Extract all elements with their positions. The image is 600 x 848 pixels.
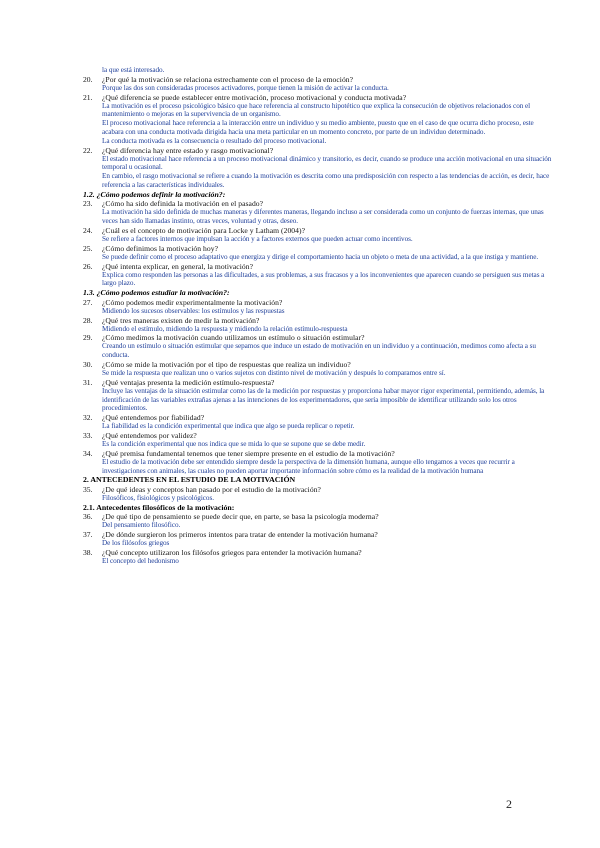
answer-text: El estudio de la motivación debe ser entendido siempre desde la perspectiva de la dimensión humana, aunque ello tengamos a veces que recurrir a investigaciones con animales, las cuales no pueden aportar importante información sobre cómo es la realidad de la motivación humana — [102, 457, 515, 475]
question-text: ¿Qué entendemos por fiabilidad? — [102, 413, 205, 423]
question-text: ¿Qué concepto utilizaron los filósofos griegos para entender la motivación humana? — [102, 547, 362, 557]
question-number: 37. — [83, 530, 93, 540]
answer-text: Porque las dos son consideradas procesos activadores, porque tienen la misión de activar la conducta. — [102, 83, 389, 92]
section-heading: 1.2. ¿Cómo podemos definir la motivación?: — [83, 189, 226, 199]
question-text: ¿De qué tipo de pensamiento se puede decir que, en parte, se basa la psicología moderna? — [102, 512, 379, 522]
question-text: ¿Cómo medimos la motivación cuando utilizamos un estímulo o situación estimular? — [102, 333, 365, 343]
question-text: ¿Cómo podemos medir experimentalmente la motivación? — [102, 297, 283, 307]
question-number: 27. — [83, 297, 93, 307]
question-number: 34. — [83, 448, 93, 458]
qa-item — [83, 75, 553, 93]
qa-item — [83, 548, 553, 566]
question-number: 21. — [83, 92, 93, 102]
page-number: 2 — [506, 797, 512, 811]
question-number: 24. — [83, 225, 93, 235]
qa-item — [83, 146, 553, 190]
question-text: ¿Por qué la motivación se relaciona estrechamente con el proceso de la emoción? — [102, 74, 354, 84]
question-number: 33. — [83, 430, 93, 440]
question-number: 26. — [83, 261, 93, 271]
question-number: 36. — [83, 512, 93, 522]
qa-item — [83, 413, 553, 431]
qa-item — [83, 93, 553, 146]
qa-item — [83, 298, 553, 316]
question-number: 30. — [83, 359, 93, 369]
answer-text: Midiendo los sucesos observables: los estímulos y las respuestas — [102, 306, 285, 315]
section-heading: 2.1. Antecedentes filosóficos de la motivación: — [83, 502, 235, 512]
qa-item — [83, 199, 553, 226]
question-text: ¿Qué entendemos por validez? — [102, 430, 197, 440]
question-number: 22. — [83, 145, 93, 155]
qa-item — [83, 333, 553, 360]
section-heading: 2. ANTECEDENTES EN EL ESTUDIO DE LA MOTIVACIÓN — [83, 475, 296, 485]
question-text: ¿De dónde surgieron los primeros intentos para tratar de entender la motivación humana? — [102, 530, 378, 540]
question-number: 29. — [83, 333, 93, 343]
question-number: 25. — [83, 243, 93, 253]
answer-text: Se mide la respuesta que realizan uno o varios sujetos con distinto nivel de motivación y después lo comparamos entre sí. — [102, 368, 446, 377]
answer-text: Midiendo el estímulo, midiendo la respuesta y midiendo la relación estímulo-respuesta — [102, 324, 348, 333]
answer-text: La motivación ha sido definida de muchas maneras y diferentes maneras, llegando incluso a ser considerada como un conjunto de fuerzas internas, que unas veces han sido llamadas instinto, otras veces, voluntad y otras, deseo. — [102, 208, 544, 226]
qa-item — [83, 378, 553, 413]
answer-text: El estado motivacional hace referencia a un proceso motivacional dinámico y transitorio, es decir, cuando se produce una acción motivacional en una situación temporal u ocasional. — [102, 154, 552, 172]
answer-text: El proceso motivacional hace referencia a la interacción entre un individuo y su medio ambiente, puesto que en el caso de que ocurra dicho proceso, este acabara con una conducta motivada dirigida hacia una meta particular en un momento concreto, por parte de un individuo determinado. — [102, 119, 534, 136]
answer-text: La motivación es el proceso psicológico básico que hace referencia al constructo hipotético que explica la consecución de objetivos relacionados con el mantenimiento o mejoras en la supervivencia de un organismo. — [102, 101, 531, 119]
question-number: 35. — [83, 484, 93, 494]
answer-text: Se puede definir como el proceso adaptativo que energiza y dirige el comportamiento hacia un objeto o meta de una actividad, a la que instiga y mantiene. — [102, 252, 539, 261]
qa-item — [83, 512, 553, 530]
qa-item — [83, 244, 553, 262]
question-number: 32. — [83, 413, 93, 423]
answer-text: Se refiere a factores internos que impulsan la acción y a factores externos que pueden actuar como incentivos. — [102, 234, 413, 243]
qa-item — [83, 449, 553, 476]
document-content — [83, 66, 553, 566]
answer-text: Creando un estímulo o situación estimular que sepamos que induce un estado de motivación en un individuo y a continuación, medimos como afecta a su conducta. — [102, 342, 536, 360]
qa-item — [83, 316, 553, 334]
question-text: ¿Cómo definimos la motivación hoy? — [102, 243, 219, 253]
question-number: 31. — [83, 377, 93, 387]
answer-text: Explica como responden las personas a las dificultades, a sus problemas, a sus fracasos y a los inconvenientes que aparecen cuando se persiguen sus metas a largo plazo. — [102, 270, 545, 288]
qa-item — [83, 530, 553, 548]
question-text: ¿Qué diferencia se puede establecer entre motivación, proceso motivacional y conducta motivada? — [102, 92, 407, 102]
qa-item — [83, 431, 553, 449]
qa-item — [83, 360, 553, 378]
question-number: 23. — [83, 199, 93, 209]
qa-item — [83, 226, 553, 244]
section-heading: 1.3. ¿Cómo podemos estudiar la motivación?: — [83, 288, 230, 298]
qa-item — [83, 262, 553, 289]
question-text: ¿De qué ideas y conceptos han pasado por el estudio de la motivación? — [102, 484, 321, 494]
question-text: ¿Cómo ha sido definida la motivación en el pasado? — [102, 199, 264, 209]
qa-item — [83, 485, 553, 503]
question-text: ¿Qué premisa fundamental tenemos que tener siempre presente en el estudio de la motivación? — [102, 448, 395, 458]
answer-text: El concepto del hedonismo — [102, 556, 179, 565]
question-text: ¿Cómo se mide la motivación por el tipo de respuestas que realiza un individuo? — [102, 359, 351, 369]
answer-text: La conducta motivada es la consecuencia o resultado del proceso motivacional. — [102, 136, 327, 145]
question-number: 20. — [83, 74, 93, 84]
question-text: ¿Qué tres maneras existen de medir la motivación? — [102, 315, 260, 325]
question-text: ¿Cuál es el concepto de motivación para Locke y Latham (2004)? — [102, 225, 305, 235]
continued-answer: la que está interesado. — [102, 66, 165, 74]
answer-text: En cambio, el rasgo motivacional se refiere a cuando la motivación es descrita como una predisposición con respecto a las tendencias de acción, es decir, hace referencia a las características individuales. — [102, 172, 550, 189]
answer-text: Incluye las ventajas de la situación estimular como las de la medición por respuestas y proporciona habar mayor rigor experimental, permitiendo, además, la identificación de las variables extrañas ajenas a las intenciones de los experimentadores, que sería imposible de identificar utilizando solo los otros procedimientos. — [102, 386, 545, 413]
qa-list — [83, 75, 553, 566]
answer-text: Es la condición experimental que nos indica que se mida lo que se supone que se debe medir. — [102, 439, 366, 448]
question-text: ¿Qué diferencia hay entre estado y rasgo motivacional? — [102, 145, 274, 155]
answer-text: La fiabilidad es la condición experimental que indica que algo se pueda replicar o repetir. — [102, 422, 355, 431]
question-number: 28. — [83, 315, 93, 325]
answer-text: Filosóficos, fisiológicos y psicológicos. — [102, 493, 214, 502]
question-text: ¿Qué ventajas presenta la medición estímulo-respuesta? — [102, 377, 275, 387]
question-text: ¿Qué intenta explicar, en general, la motivación? — [102, 261, 253, 271]
question-number: 38. — [83, 547, 93, 557]
answer-text: Del pensamiento filosófico. — [102, 521, 181, 530]
answer-text: De los filósofos griegos — [102, 539, 170, 548]
